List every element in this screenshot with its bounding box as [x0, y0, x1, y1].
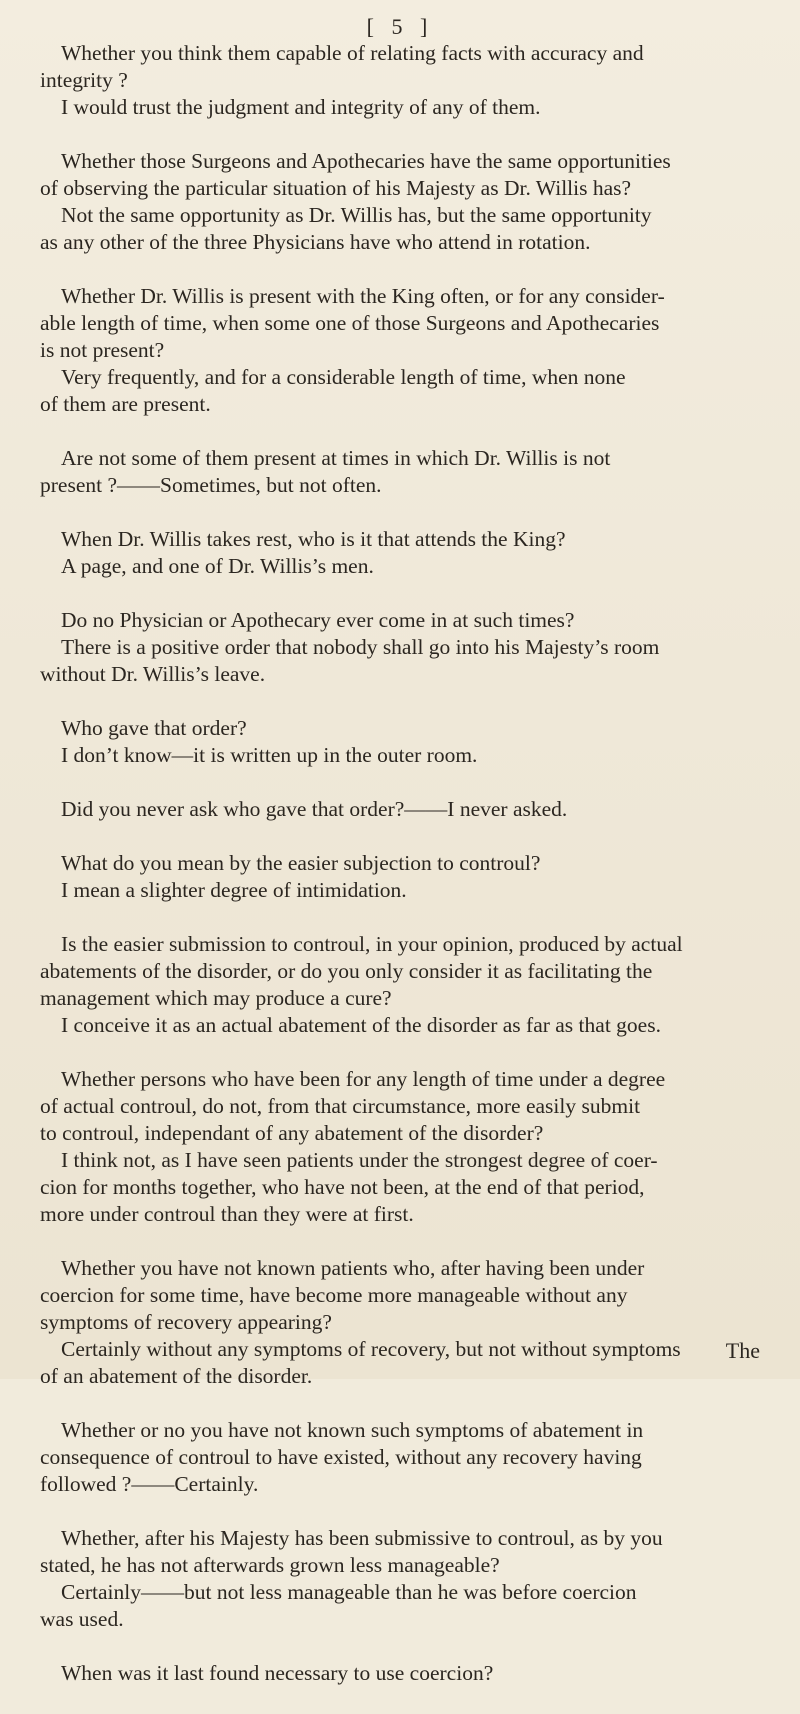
text-line: management which may produce a cure?	[40, 986, 392, 1010]
paragraph	[40, 1066, 770, 1228]
paragraph	[40, 1417, 770, 1498]
text-line: stated, he has not afterwards grown less manageable?	[40, 1553, 500, 1577]
text-line: coercion for some time, have become more manageable without any	[40, 1283, 628, 1307]
text-line: of an abatement of the disorder.	[40, 1364, 313, 1388]
text-line: without Dr. Willis’s leave.	[40, 662, 266, 686]
text-line: followed ?——Certainly.	[40, 1472, 259, 1496]
text-line: Whether Dr. Willis is present with the King often, or for any consider-	[61, 284, 665, 308]
paragraph	[40, 445, 770, 499]
text-line: consequence of controul to have existed, without any recovery having	[40, 1445, 642, 1469]
paragraph	[40, 1255, 770, 1390]
text-line: symptoms of recovery appearing?	[40, 1310, 332, 1334]
text-line: When was it last found necessary to use coercion?	[61, 1661, 494, 1685]
text-line: able length of time, when some one of those Surgeons and Apothecaries	[40, 311, 660, 335]
paragraph	[40, 40, 770, 121]
paragraph	[40, 850, 770, 904]
text-line: What do you mean by the easier subjection to controul?	[61, 851, 541, 875]
text-line: Whether those Surgeons and Apothecaries have the same opportunities	[61, 149, 671, 173]
text-line: more under controul than they were at first.	[40, 1202, 414, 1226]
body-text	[40, 40, 770, 1714]
text-line: When Dr. Willis takes rest, who is it that attends the King?	[61, 527, 566, 551]
text-line: Who gave that order?	[61, 716, 247, 740]
text-line: Did you never ask who gave that order?——I never asked.	[61, 797, 568, 821]
catchword: The	[725, 1338, 760, 1363]
text-line: abatements of the disorder, or do you only consider it as facilitating the	[40, 959, 653, 983]
text-line: present ?——Sometimes, but not often.	[40, 473, 382, 497]
text-line: Whether persons who have been for any length of time under a degree	[61, 1067, 666, 1091]
text-line: Certainly without any symptoms of recovery, but not without symptoms	[61, 1337, 681, 1361]
paragraph	[40, 607, 770, 688]
page-number: [ 5 ]	[366, 14, 434, 39]
text-line: Certainly——but not less manageable than he was before coercion	[61, 1580, 637, 1604]
text-line: There is a positive order that nobody shall go into his Majesty’s room	[61, 635, 660, 659]
text-line: was used.	[40, 1607, 124, 1631]
text-line: Whether, after his Majesty has been submissive to controul, as by you	[61, 1526, 663, 1550]
text-line: of observing the particular situation of his Majesty as Dr. Willis has?	[40, 176, 632, 200]
text-line: Whether or no you have not known such symptoms of abatement in	[61, 1418, 644, 1442]
text-line: Whether you think them capable of relating facts with accuracy and	[61, 41, 644, 65]
text-line: Are not some of them present at times in which Dr. Willis is not	[61, 446, 611, 470]
text-line: Is the easier submission to controul, in your opinion, produced by actual	[61, 932, 683, 956]
text-line: cion for months together, who have not been, at the end of that period,	[40, 1175, 645, 1199]
text-line: Do no Physician or Apothecary ever come in at such times?	[61, 608, 575, 632]
text-line: Whether you have not known patients who, after having been under	[61, 1256, 645, 1280]
text-line: to controul, independant of any abatement of the disorder?	[40, 1121, 544, 1145]
text-line: Very frequently, and for a considerable length of time, when none	[61, 365, 626, 389]
paragraph	[40, 148, 770, 256]
text-line: is not present?	[40, 338, 165, 362]
paragraph	[40, 283, 770, 418]
text-line: A page, and one of Dr. Willis’s men.	[61, 554, 374, 578]
text-line: of actual controul, do not, from that circumstance, more easily submit	[40, 1094, 641, 1118]
text-line: Not the same opportunity as Dr. Willis has, but the same opportunity	[61, 203, 652, 227]
text-line: integrity ?	[40, 68, 128, 92]
paragraph	[40, 1525, 770, 1633]
text-line: I would trust the judgment and integrity of any of them.	[61, 95, 541, 119]
text-line: of them are present.	[40, 392, 211, 416]
text-line: I think not, as I have seen patients under the strongest degree of coer-	[61, 1148, 658, 1172]
text-line: I mean a slighter degree of intimidation.	[61, 878, 407, 902]
paragraph	[40, 526, 770, 580]
paragraph	[40, 796, 770, 823]
text-line: I conceive it as an actual abatement of the disorder as far as that goes.	[61, 1013, 661, 1037]
paragraph	[40, 715, 770, 769]
paragraph	[40, 931, 770, 1039]
paragraph	[40, 1660, 770, 1687]
text-line: I don’t know—it is written up in the outer room.	[61, 743, 478, 767]
text-line: as any other of the three Physicians have who attend in rotation.	[40, 230, 591, 254]
